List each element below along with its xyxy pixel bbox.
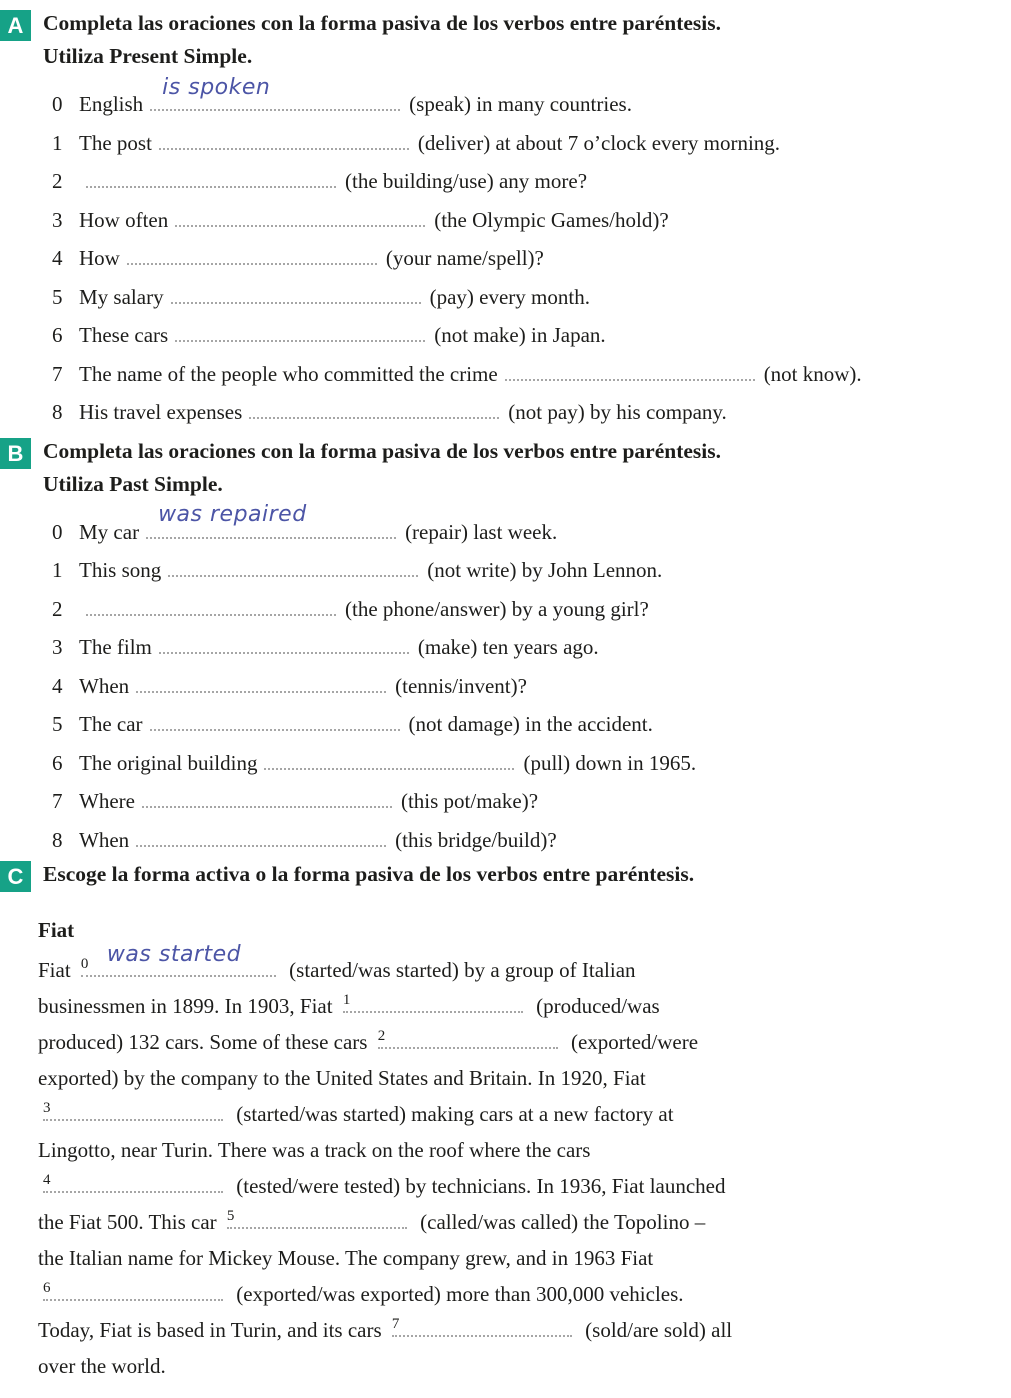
answer-blank (142, 803, 392, 808)
exercise-item (52, 667, 1011, 706)
answer-blank (226, 1208, 407, 1229)
item-number: 0 (52, 519, 63, 544)
blank-number: 1 (342, 992, 351, 1008)
answer-blank (146, 502, 396, 539)
item-number: 6 (52, 750, 63, 775)
answer-blank (377, 1028, 558, 1049)
exercise-section-a (0, 10, 1011, 432)
passage-line: over the world. (38, 1354, 166, 1378)
answer-blank (86, 611, 336, 616)
handwritten-answer: is spoken (162, 74, 271, 100)
item-number: 3 (52, 207, 63, 232)
answer-blank (342, 992, 523, 1013)
blank-number: 5 (226, 1208, 235, 1224)
section-b-title-line2: Utiliza Past Simple. (43, 471, 223, 496)
section-b-header (0, 438, 1011, 501)
answer-blank (249, 414, 499, 419)
handwritten-answer: was repaired (158, 502, 307, 527)
sentence-text: (this bridge/build)? (395, 827, 557, 852)
sentence-text: (not damage) in the accident. (408, 712, 653, 736)
section-b-title-line1: Completa las oraciones con la forma pasiva de los verbos entre paréntesis. (43, 438, 721, 463)
item-number: 3 (52, 635, 63, 659)
passage-line: produced) 132 cars. Some of these cars 2 (exported/were (38, 1028, 699, 1054)
sentence-text: (deliver) at about 7 o’clock every morning. (417, 130, 781, 155)
item-number: 2 (52, 596, 63, 621)
sentence-text: English (79, 92, 144, 116)
passage-line: exported) by the company to the United States and Britain. In 1920, Fiat (38, 1066, 646, 1090)
answer-blank (175, 337, 425, 342)
passage-text (38, 942, 1011, 1384)
sentence-text: The car (79, 712, 143, 736)
answer-blank (175, 222, 425, 227)
item-number: 5 (52, 712, 63, 736)
exercise-item (52, 393, 1011, 432)
section-c-title-line1: Escoge la forma activa o la forma pasiva de los verbos entre paréntesis. (43, 862, 695, 886)
answer-blank (159, 649, 409, 654)
answer-blank (86, 183, 336, 188)
sentence-text: (repair) last week. (405, 519, 558, 544)
blank-number: 2 (377, 1028, 386, 1044)
section-a-title-line2: Utiliza Present Simple. (43, 44, 253, 68)
sentence-text: The original building (79, 750, 258, 775)
item-number: 1 (52, 558, 63, 582)
exercise-item (52, 782, 1011, 821)
sentence-text: (not know). (763, 361, 862, 386)
answer-blank (171, 299, 421, 304)
blank-number: 6 (43, 1280, 51, 1296)
sentence-text: The name of the people who committed the crime (79, 361, 498, 386)
sentence-text: When (79, 673, 130, 698)
item-number: 2 (52, 169, 63, 193)
item-number: 4 (52, 673, 63, 698)
section-a-badge: A (0, 10, 31, 41)
exercise-item (52, 551, 1011, 590)
exercise-item (52, 744, 1011, 783)
passage-title: Fiat (38, 918, 75, 942)
answer-blank (150, 74, 400, 111)
sentence-text: (your name/spell)? (385, 246, 544, 270)
exercise-item (52, 821, 1011, 860)
answer-blank (127, 260, 377, 265)
blank-number: 0 (80, 956, 89, 972)
exercise-item (52, 162, 1011, 201)
item-number: 4 (52, 246, 63, 270)
sentence-text: (not pay) by his company. (508, 400, 727, 424)
item-number: 6 (52, 323, 63, 347)
sentence-text: The post (79, 130, 152, 155)
section-b-title (43, 435, 721, 501)
handwritten-answer: was started (106, 942, 242, 967)
sentence-text: How often (79, 207, 169, 232)
sentence-text: My salary (79, 284, 164, 309)
blank-number: 7 (391, 1316, 400, 1332)
sentence-text: (the phone/answer) by a young girl? (345, 596, 649, 621)
passage-line: businessmen in 1899. In 1903, Fiat 1 (produced/was (38, 992, 660, 1018)
blank-number: 3 (43, 1100, 51, 1116)
answer-blank (43, 1280, 223, 1301)
exercise-item (52, 239, 1011, 278)
section-a-title-line1: Completa las oraciones con la forma pasiva de los verbos entre paréntesis. (43, 11, 721, 35)
exercise-section-b (0, 438, 1011, 860)
exercise-item (52, 590, 1011, 629)
exercise-item (52, 705, 1011, 744)
answer-blank (43, 1172, 223, 1193)
sentence-text: (the building/use) any more? (345, 169, 588, 193)
answer-blank (150, 726, 400, 731)
section-c-badge: C (0, 861, 31, 892)
passage-line: Fiat 0 was started (started/was started) by a group of Italian (38, 952, 1011, 988)
section-b-badge: B (0, 438, 31, 469)
sentence-text: How (79, 246, 120, 270)
sentence-text: When (79, 827, 130, 852)
item-number: 7 (52, 361, 63, 386)
section-a-items (52, 74, 1011, 432)
sentence-text: (make) ten years ago. (417, 635, 599, 659)
answer-blank (159, 145, 409, 150)
sentence-text: (not make) in Japan. (434, 323, 606, 347)
answer-blank (264, 765, 514, 770)
sentence-text: His travel expenses (79, 400, 243, 424)
section-b-items (52, 502, 1011, 860)
exercise-item (52, 124, 1011, 163)
sentence-text: (this pot/make)? (400, 789, 539, 813)
answer-blank (80, 942, 276, 977)
sentence-text: (the Olympic Games/hold)? (434, 207, 669, 232)
item-number: 7 (52, 789, 63, 813)
passage-line: the Italian name for Mickey Mouse. The company grew, and in 1963 Fiat (38, 1246, 654, 1270)
sentence-text: The film (79, 635, 152, 659)
sentence-text: Where (79, 789, 135, 813)
exercise-item (52, 278, 1011, 317)
section-a-title (43, 7, 721, 73)
item-number: 1 (52, 130, 63, 155)
passage-line: 4 (tested/were tested) by technicians. In 1936, Fiat launched (43, 1172, 726, 1198)
sentence-text: (pull) down in 1965. (523, 750, 697, 775)
exercise-item (52, 502, 1011, 552)
item-number: 8 (52, 400, 63, 424)
section-c-header (0, 861, 1011, 892)
answer-blank (505, 376, 755, 381)
exercise-item (52, 74, 1011, 124)
sentence-text: These cars (79, 323, 169, 347)
passage-line: 3 (started/was started) making cars at a new factory at (43, 1100, 674, 1126)
passage-line: Lingotto, near Turin. There was a track on the roof where the cars (38, 1138, 591, 1162)
sentence-text: (pay) every month. (429, 284, 590, 309)
sentence-text: (tennis/invent)? (395, 673, 527, 698)
passage-line: the Fiat 500. This car 5 (called/was called) the Topolino – (38, 1208, 706, 1234)
sentence-text: (not write) by John Lennon. (427, 558, 663, 582)
sentence-text: (speak) in many countries. (409, 92, 632, 116)
answer-blank (136, 842, 386, 847)
exercise-item (52, 201, 1011, 240)
section-a-header (0, 10, 1011, 73)
sentence-text: My car (79, 519, 140, 544)
exercise-section-c (0, 861, 1011, 1384)
exercise-item (52, 628, 1011, 667)
item-number: 0 (52, 92, 63, 116)
item-number: 8 (52, 827, 63, 852)
answer-blank (168, 572, 418, 577)
sentence-text: This song (79, 558, 162, 582)
passage-line: Today, Fiat is based in Turin, and its cars 7 (sold/are sold) all (38, 1316, 733, 1342)
item-number: 5 (52, 284, 63, 309)
exercise-item (52, 355, 1011, 394)
answer-blank (391, 1316, 572, 1337)
section-c-title (43, 858, 694, 891)
answer-blank (136, 688, 386, 693)
passage-line: 6 (exported/was exported) more than 300,000 vehicles. (43, 1280, 684, 1306)
blank-number: 4 (43, 1172, 51, 1188)
answer-blank (43, 1100, 223, 1121)
exercise-item (52, 316, 1011, 355)
